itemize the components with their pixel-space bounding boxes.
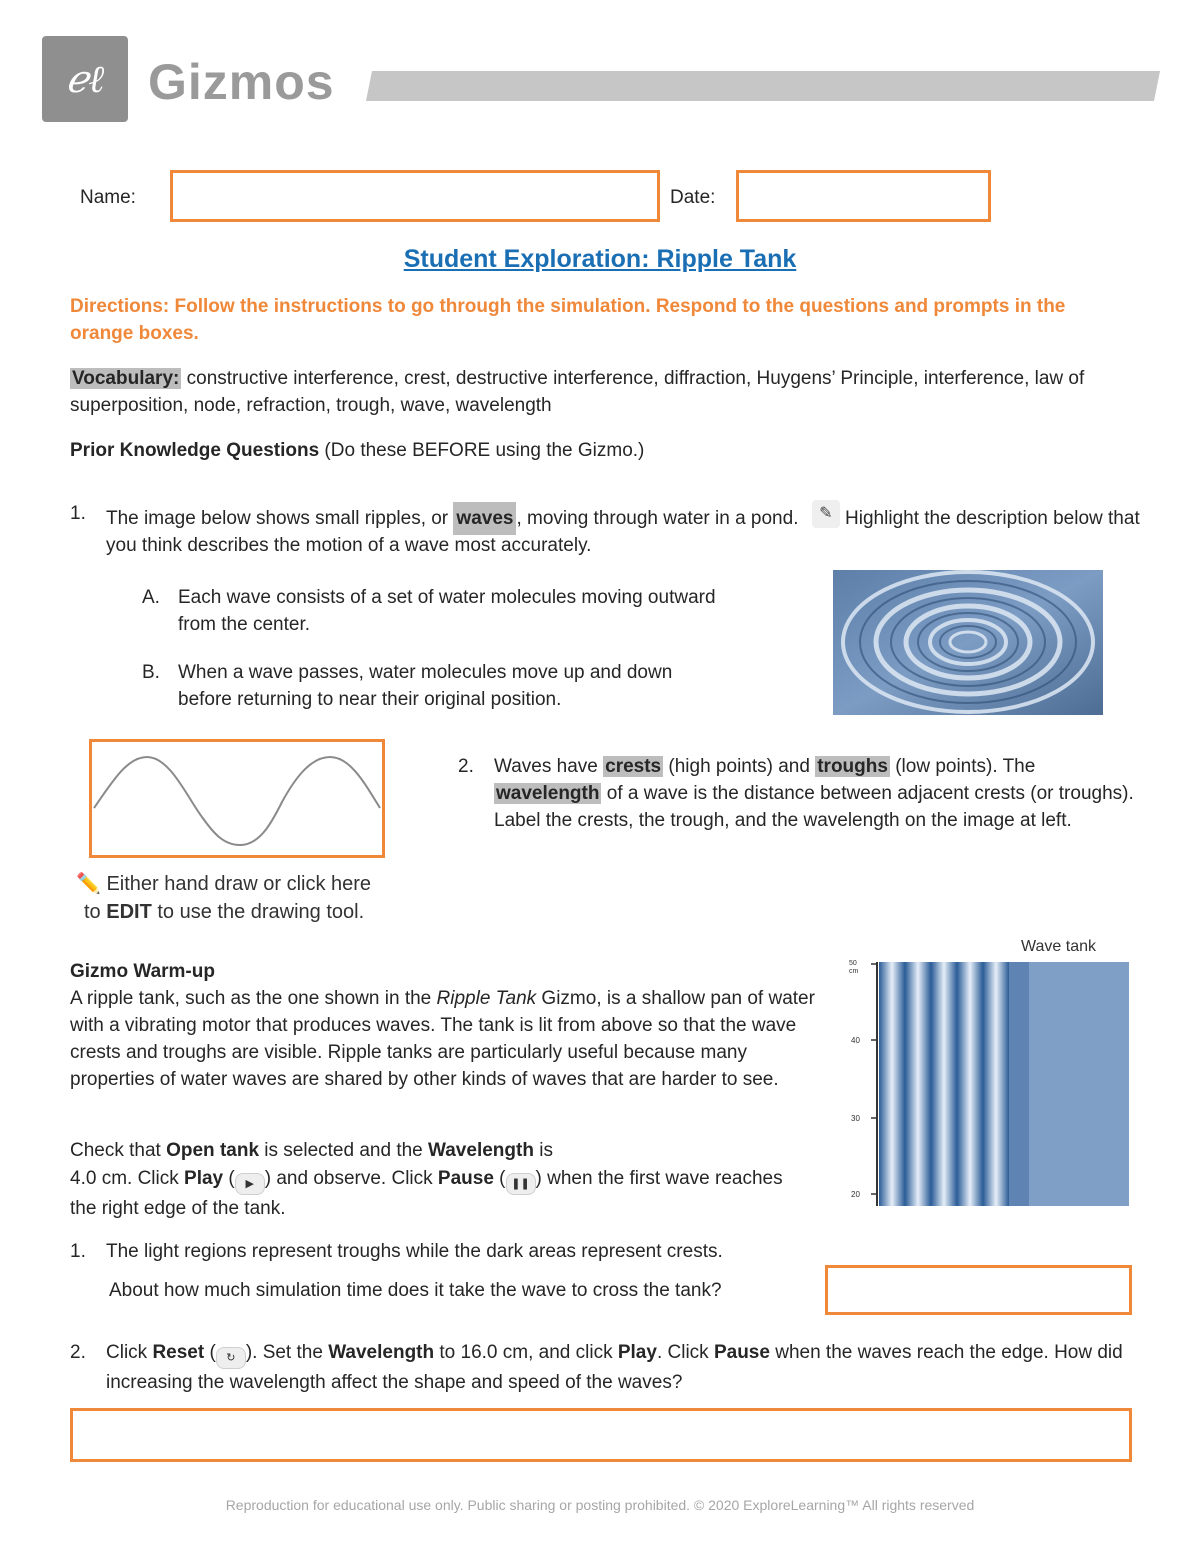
header-bar — [366, 71, 1160, 101]
reset-label: Reset — [152, 1342, 205, 1363]
pond-ripples-image — [833, 570, 1103, 715]
q2-text-5: . Click — [656, 1342, 714, 1363]
q2-click: Click — [106, 1342, 153, 1363]
play-label: Play — [184, 1168, 224, 1189]
option-a-letter: A. — [142, 587, 160, 608]
prior-note: (Do these BEFORE using the Gizmo.) — [319, 440, 645, 461]
option-b[interactable] — [142, 659, 722, 713]
check-text-4: 4.0 cm. Click — [70, 1168, 185, 1189]
check-text-7: ( — [493, 1168, 506, 1189]
q2-play-label: Play — [617, 1342, 657, 1363]
check-text-2: is selected and the — [259, 1140, 429, 1161]
q2-text-3: ). Set the — [245, 1342, 329, 1363]
option-b-letter: B. — [142, 662, 160, 683]
q1-text-2: , moving through water in a pond. — [516, 508, 799, 529]
check-text-1: Check that — [70, 1140, 167, 1161]
brand-name: Gizmos — [148, 54, 335, 110]
answer-box-wavelength[interactable] — [70, 1408, 1132, 1462]
wavelength-label: Wavelength — [428, 1140, 534, 1161]
tank-tick-50: 50 cm — [849, 960, 859, 975]
question-number: 2. — [458, 756, 474, 777]
wave-tank-graphic — [843, 958, 1133, 1208]
q1-keyword: waves — [453, 502, 516, 535]
question-number: 1. — [70, 503, 86, 524]
date-field[interactable] — [736, 170, 991, 222]
option-a[interactable] — [142, 584, 722, 638]
q1-text-3: Highlight the description below that you think describes the motion of a wave most accurately. — [106, 508, 1140, 556]
hint-edit: EDIT — [106, 901, 152, 923]
prior-question-2 — [458, 753, 1138, 834]
pencil-icon[interactable]: ✎ — [812, 500, 840, 528]
warmup-heading: Gizmo Warm-up — [70, 961, 215, 982]
prior-knowledge-heading — [70, 437, 644, 464]
tank-tick-40: 40 — [851, 1036, 860, 1045]
directions: Directions: Follow the instructions to go through the simulation. Respond to the questions and prompts in the orange boxes. — [70, 296, 1066, 344]
prior-question-1 — [70, 500, 1140, 559]
q2-text-6: when the waves reach the edge. How did increasing the wavelength affect the shape and speed of the waves? — [106, 1342, 1123, 1393]
option-b-text: When a wave passes, water molecules move up and down before returning to near their original position. — [178, 662, 673, 710]
warmup-q1-text: The light regions represent troughs while the dark areas represent crests. — [106, 1241, 723, 1262]
pause-label: Pause — [437, 1168, 494, 1189]
q2-wavelength-label: Wavelength — [328, 1342, 435, 1363]
check-text-6: ) and observe. Click — [264, 1168, 438, 1189]
tank-tick-20: 20 — [851, 1190, 860, 1199]
question-number: 1. — [70, 1241, 86, 1262]
name-label: Name: — [80, 187, 136, 208]
vocabulary — [70, 365, 1130, 419]
q2-keyword-troughs: troughs — [817, 756, 888, 777]
q2-text-2: (high points) and — [663, 756, 816, 777]
hint-line-2: to use the drawing tool. — [151, 901, 365, 923]
q2-text-1: Waves have — [494, 756, 604, 777]
vocabulary-label: Vocabulary: — [72, 368, 180, 389]
option-a-text: Each wave consists of a set of water molecules moving outward from the center. — [178, 587, 716, 635]
check-instructions — [70, 1137, 810, 1223]
q2-pause-label: Pause — [713, 1342, 770, 1363]
warmup-intro-b: Gizmo, is a shallow pan of water with a vibrating motor that produces waves. The tank is lit from above so that the wave crests and troughs are visible. Ripple tanks are particularly useful because many properties of water waves are shared by other kinds of waves that are harder to see. — [70, 988, 815, 1090]
check-text-8: ) when the first wave reaches the right edge of the tank. — [70, 1168, 783, 1219]
wave-drawing-area[interactable] — [89, 739, 385, 858]
check-text-5: ( — [223, 1168, 235, 1189]
warmup-intro-italic: Ripple Tank — [436, 988, 537, 1009]
hint-line-1: Either hand draw or click here — [106, 873, 372, 895]
gizmos-logo — [42, 36, 128, 122]
pause-icon[interactable]: ❚❚ — [506, 1173, 536, 1195]
warmup-section — [70, 958, 815, 1093]
q2-text-4: to 16.0 cm, and click — [434, 1342, 618, 1363]
drawing-hint[interactable] — [76, 870, 371, 926]
q2-keyword-crests: crests — [605, 756, 662, 777]
tank-tick-30: 30 — [851, 1114, 860, 1123]
q2-text-3: (low points). The — [889, 756, 1036, 777]
open-tank-label: Open tank — [166, 1140, 260, 1161]
reset-icon[interactable]: ↻ — [216, 1347, 246, 1369]
question-number: 2. — [70, 1342, 86, 1363]
wave-tank-label: Wave tank — [1021, 938, 1096, 955]
warmup-q1-question: About how much simulation time does it take the wave to cross the tank? — [109, 1280, 722, 1301]
hint-to: to — [84, 901, 107, 923]
prior-heading-text: Prior Knowledge Questions — [70, 440, 320, 461]
wave-tank-image — [843, 938, 1133, 1208]
logo-glyph: ℯℓ — [65, 57, 105, 101]
q2-keyword-wavelength: wavelength — [496, 783, 600, 804]
page-title: Student Exploration: Ripple Tank — [403, 245, 797, 273]
q2-text-4: of a wave is the distance between adjacent crests (or troughs). Label the crests, the trough, and the wavelength on the image at left. — [494, 783, 1134, 831]
pencil-hint-icon: ✏️ — [76, 873, 101, 895]
play-icon[interactable]: ▶ — [235, 1173, 265, 1195]
warmup-intro-a: A ripple tank, such as the one shown in the — [70, 988, 437, 1009]
q1-text: The image below shows small ripples, or — [106, 508, 454, 529]
sine-wave — [92, 742, 382, 855]
q2-paren: ( — [204, 1342, 216, 1363]
warmup-question-1 — [70, 1238, 850, 1265]
answer-box-time[interactable] — [825, 1265, 1132, 1315]
footer-copyright: Reproduction for educational use only. Public sharing or posting prohibited. © 2020 ExploreLearning™ All rights reserved — [225, 1497, 975, 1513]
check-text-3: is — [533, 1140, 553, 1161]
warmup-question-2 — [70, 1339, 1140, 1396]
name-field[interactable] — [170, 170, 660, 222]
date-label: Date: — [670, 187, 716, 208]
vocabulary-text: constructive interference, crest, destructive interference, diffraction, Huygens’ Principle, interference, law of superposition, node, refraction, trough, wave, wavelength — [70, 368, 1085, 416]
